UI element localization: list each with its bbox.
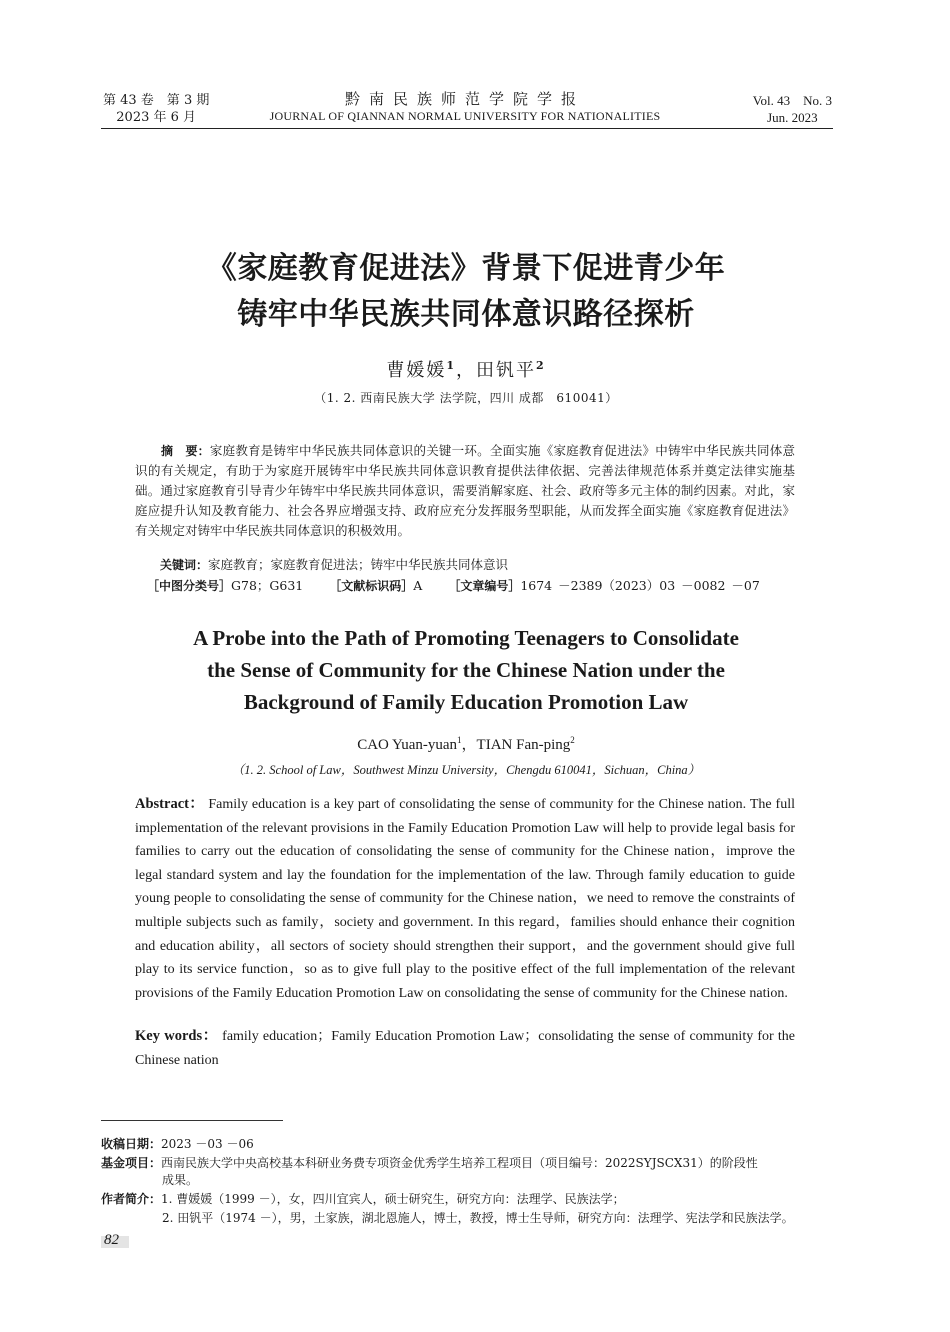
header-vol-no <box>753 92 832 126</box>
author2-cn: 田钒平 <box>476 360 536 381</box>
doc-code-value: A <box>413 578 423 593</box>
title-cn-line2: 铸牢中华民族共同体意识路径探析 <box>237 297 695 332</box>
authors-cn <box>100 356 832 382</box>
abstract-cn-text: 家庭教育是铸牢中华民族共同体意识的关键一环。全面实施《家庭教育促进法》中铸牢中华民族共同体意识的有关规定，有助于为家庭开展铸牢中华民族共同体意识教育提供法律依据、完善法律规范体系并奠定法律实施基础。通过家庭教育引导青少年铸牢中华民族共同体意识，需要消解家庭、社会、政府等多元主体的制约因素。对此，家庭应提升认知及教育能力、社会各界应增强支持、政府应充分发挥服务型职能，从而发挥全面实施《家庭教育促进法》有关规定对铸牢中华民族共同体意识的积极效用。 <box>135 443 795 538</box>
authors-en <box>100 733 832 754</box>
header-rule <box>101 128 833 129</box>
abstract-cn <box>135 441 795 541</box>
header-journal <box>250 90 680 124</box>
header-volume-issue <box>103 92 209 126</box>
received-value: 2023 －03 －06 <box>161 1137 254 1151</box>
clc-value: G78；G631 <box>231 578 304 593</box>
article-no-label: ［文章编号］ <box>448 579 521 593</box>
author1-cn: 曹媛媛 <box>386 360 447 381</box>
page-number: 82 <box>104 1232 119 1248</box>
author-separator-cn: ， <box>456 360 476 381</box>
footnote-author1 <box>101 1191 831 1208</box>
journal-name-cn: 黔南民族师范学院学报 <box>344 90 585 108</box>
author1-cn-affil-mark: 1 <box>446 359 456 372</box>
clc-label: ［中图分类号］ <box>147 579 232 593</box>
author2-en: TIAN Fan-ping <box>476 737 571 753</box>
abstract-en <box>135 793 795 1005</box>
title-en-line2: the Sense of Community for the Chinese Nation under the <box>207 658 725 682</box>
footnote-fund <box>101 1155 831 1189</box>
author1-en: CAO Yuan-yuan <box>357 737 458 753</box>
keywords-en-label: Key words： <box>135 1028 218 1044</box>
received-label: 收稿日期： <box>101 1137 162 1151</box>
title-en-line3: Background of Family Education Promotion Law <box>243 690 689 714</box>
affiliation-en: （1. 2. School of Law，Southwest Minzu University，Chengdu 610041，Sichuan，China） <box>231 763 701 777</box>
title-cn-line1: 《家庭教育促进法》背景下促进青少年 <box>206 251 726 286</box>
paper-title-en <box>100 622 832 718</box>
author1-bio: 1. 曹媛媛（1999 －），女，四川宜宾人，硕士研究生，研究方向：法理学、民族法学； <box>161 1192 625 1206</box>
paper-title-cn <box>100 246 832 338</box>
abstract-cn-label: 摘 要： <box>161 444 210 458</box>
abstract-en-label: Abstract： <box>135 796 205 812</box>
footnote-rule <box>101 1120 283 1121</box>
header-volume: 第 43 卷 第 3 期 <box>103 93 210 108</box>
author2-cn-affil-mark: 2 <box>536 359 546 372</box>
fund-text-line1: 西南民族大学中央高校基本科研业务费专项资金优秀学生培养工程项目（项目编号：2022SYJSCX31）的阶段性 <box>161 1156 758 1170</box>
author-intro-label: 作者简介： <box>101 1192 162 1206</box>
title-en-line1: A Probe into the Path of Promoting Teenagers to Consolidate <box>193 626 739 650</box>
keywords-cn-text: 家庭教育；家庭教育促进法；铸牢中华民族共同体意识 <box>208 557 509 572</box>
header-date: 2023 年 6 月 <box>116 110 197 125</box>
header-date-en: Jun. 2023 <box>767 110 818 125</box>
header-vol-en: Vol. 43 No. 3 <box>752 93 832 108</box>
classification-line <box>147 576 760 594</box>
keywords-cn <box>160 555 508 573</box>
doc-code-label: ［文献标识码］ <box>329 579 414 593</box>
footnote-received <box>101 1136 831 1153</box>
journal-name-en: JOURNAL OF QIANNAN NORMAL UNIVERSITY FOR NATIONALITIES <box>269 109 661 123</box>
fund-text-line2: 成果。 <box>162 1173 199 1187</box>
author-separator-en: ， <box>461 737 477 753</box>
keywords-cn-label: 关键词： <box>160 558 209 572</box>
author2-en-affil-mark: 2 <box>570 735 575 745</box>
affiliation-cn: （1. 2. 西南民族大学 法学院，四川 成都 610041） <box>314 391 618 405</box>
keywords-en-text: family education；Family Education Promotion Law；consolidating the sense of community for the Chinese nation <box>135 1029 795 1068</box>
author1-en-affil-mark: 1 <box>457 735 462 745</box>
fund-label: 基金项目： <box>101 1156 162 1170</box>
keywords-en <box>135 1025 795 1072</box>
abstract-en-text: Family education is a key part of consolidating the sense of community for the Chinese nation. The full implementation of the relevant provisions in the Family Education Promotion Law will help to provide legal basis for families to carry out the education of consolidating the sense of community for the Chinese nation，improve the legal standard system and lay the foundation for the implementation of the law. Through family education to guide young people to consolidating the sense of community for the Chinese nation，we need to remove the constraints of multiple subjects such as family，society and government. In this regard，families should enhance their cognition and education ability，all sectors of society should strengthen their support，and the government should give full play to its service function，so as to give full play to the positive effect of the full implementation of the relevant provisions of the Family Education Promotion Law on consolidating the sense of community for the Chinese nation. <box>135 797 795 1001</box>
article-no-value: 1674 －2389（2023）03 －0082 －07 <box>520 578 760 593</box>
footnote-author2: 2. 田钒平（1974 －），男，土家族，湖北恩施人，博士，教授，博士生导师，研究方向：法理学、宪法学和民族法学。 <box>162 1211 794 1225</box>
